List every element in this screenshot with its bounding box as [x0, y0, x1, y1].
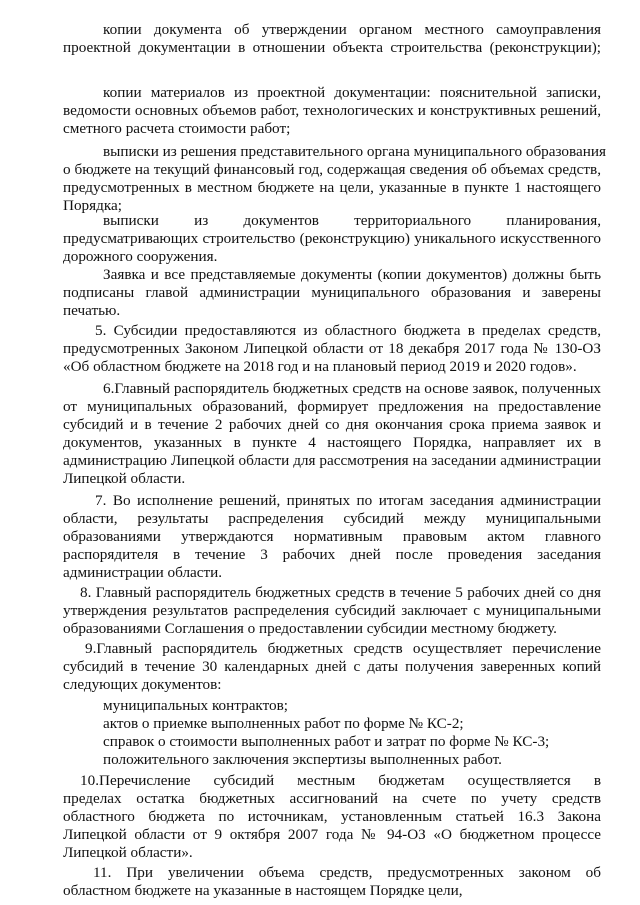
list-item: актов о приемке выполненных работ по форме № КС-2; — [103, 715, 464, 732]
text-line: Липецкой области. — [63, 470, 186, 487]
text-line: копии материалов из проектной документации: пояснительной записки, — [103, 84, 601, 101]
text-line: образованиями утверждаются нормативным правовым актом главного — [63, 528, 601, 545]
text-line: 9.Главный распорядитель бюджетных средств осуществляет перечисление — [85, 640, 601, 657]
text-line: подписаны главой администрации муниципального образования и заверены — [63, 284, 601, 301]
text-line: области, результаты распределения субсидий между муниципальными — [63, 510, 601, 527]
text-line: предусмотренных в местном бюджете на цели, указанные в пункте 1 настоящего — [63, 179, 601, 196]
text-line: следующих документов: — [63, 676, 222, 693]
list-item: положительного заключения экспертизы выполненных работ. — [103, 751, 502, 768]
text-line: «Об областном бюджете на 2018 год и на плановый период 2019 и 2020 годов». — [63, 358, 577, 375]
text-line: предусматривающих строительство (реконструкцию) уникального искусственного — [63, 230, 601, 247]
text-line: печатью. — [63, 302, 121, 319]
text-line: выписки из документов территориального планирования, — [103, 212, 601, 229]
text-line: проектной документации в отношении объекта строительства (реконструкции); — [63, 39, 601, 56]
text-line: субсидий и в течение 2 рабочих дней со дня окончания срока приема заявок и — [63, 416, 601, 433]
text-line: 6.Главный распорядитель бюджетных средств на основе заявок, полученных — [103, 380, 601, 397]
text-line: дорожного сооружения. — [63, 248, 218, 265]
text-line: 8. Главный распорядитель бюджетных средств в течение 5 рабочих дней со дня — [80, 584, 601, 601]
list-item: справок о стоимости выполненных работ и затрат по форме № КС-3; — [103, 733, 550, 750]
text-line: 7. Во исполнение решений, принятых по итогам заседания администрации — [95, 492, 601, 509]
list-item: муниципальных контрактов; — [103, 697, 289, 714]
text-line: выписки из решения представительного органа муниципального образования — [103, 143, 606, 160]
text-line: сметного расчета стоимости работ; — [63, 120, 291, 137]
text-line: утверждения результатов распределения субсидий заключает с муниципальными — [63, 602, 601, 619]
text-line: областного бюджета по источникам, установленным статьей 16.3 Закона — [63, 808, 601, 825]
text-line: ведомости основных объемов работ, технологических и конструктивных решений, — [63, 102, 601, 119]
text-line: Липецкой области». — [63, 844, 193, 861]
text-line: субсидий в течение 30 календарных дней с даты получения заверенных копий — [63, 658, 601, 675]
text-line: о бюджете на текущий финансовый год, содержащая сведения об объемах средств, — [63, 161, 601, 178]
text-line: Липецкой области от 9 октября 2007 года № 94-ОЗ «О бюджетном процессе — [63, 826, 601, 843]
text-line: 10.Перечисление субсидий местным бюджетам осуществляется в — [80, 772, 601, 789]
text-line: предусмотренных Законом Липецкой области от 18 декабря 2017 года № 130-ОЗ — [63, 340, 601, 357]
text-line: Заявка и все представляемые документы (копии документов) должны быть — [103, 266, 601, 283]
text-line: пределах остатка бюджетных ассигнований на счете по учету средств — [63, 790, 601, 807]
text-line: документов, указанных в пункте 4 настоящего Порядка, направляет их в — [63, 434, 601, 451]
text-line: распорядителя в течение 3 рабочих дней после проведения заседания — [63, 546, 601, 563]
text-line: областном бюджете на указанные в настоящем Порядке цели, — [63, 882, 463, 899]
text-line: 5. Субсидии предоставляются из областного бюджета в пределах средств, — [95, 322, 601, 339]
text-line: образованиями Соглашения о предоставлении субсидии местному бюджету. — [63, 620, 557, 637]
text-line: 11. При увеличении объема средств, предусмотренных законом об — [93, 864, 601, 881]
text-line: от муниципальных образований, формирует предложения на предоставление — [63, 398, 601, 415]
text-line: администрации области. — [63, 564, 223, 581]
text-line: Порядка; — [63, 197, 122, 214]
text-line: копии документа об утверждении органом местного самоуправления — [103, 21, 601, 38]
text-line: администрацию Липецкой области для рассмотрения на заседании администрации — [63, 452, 601, 469]
